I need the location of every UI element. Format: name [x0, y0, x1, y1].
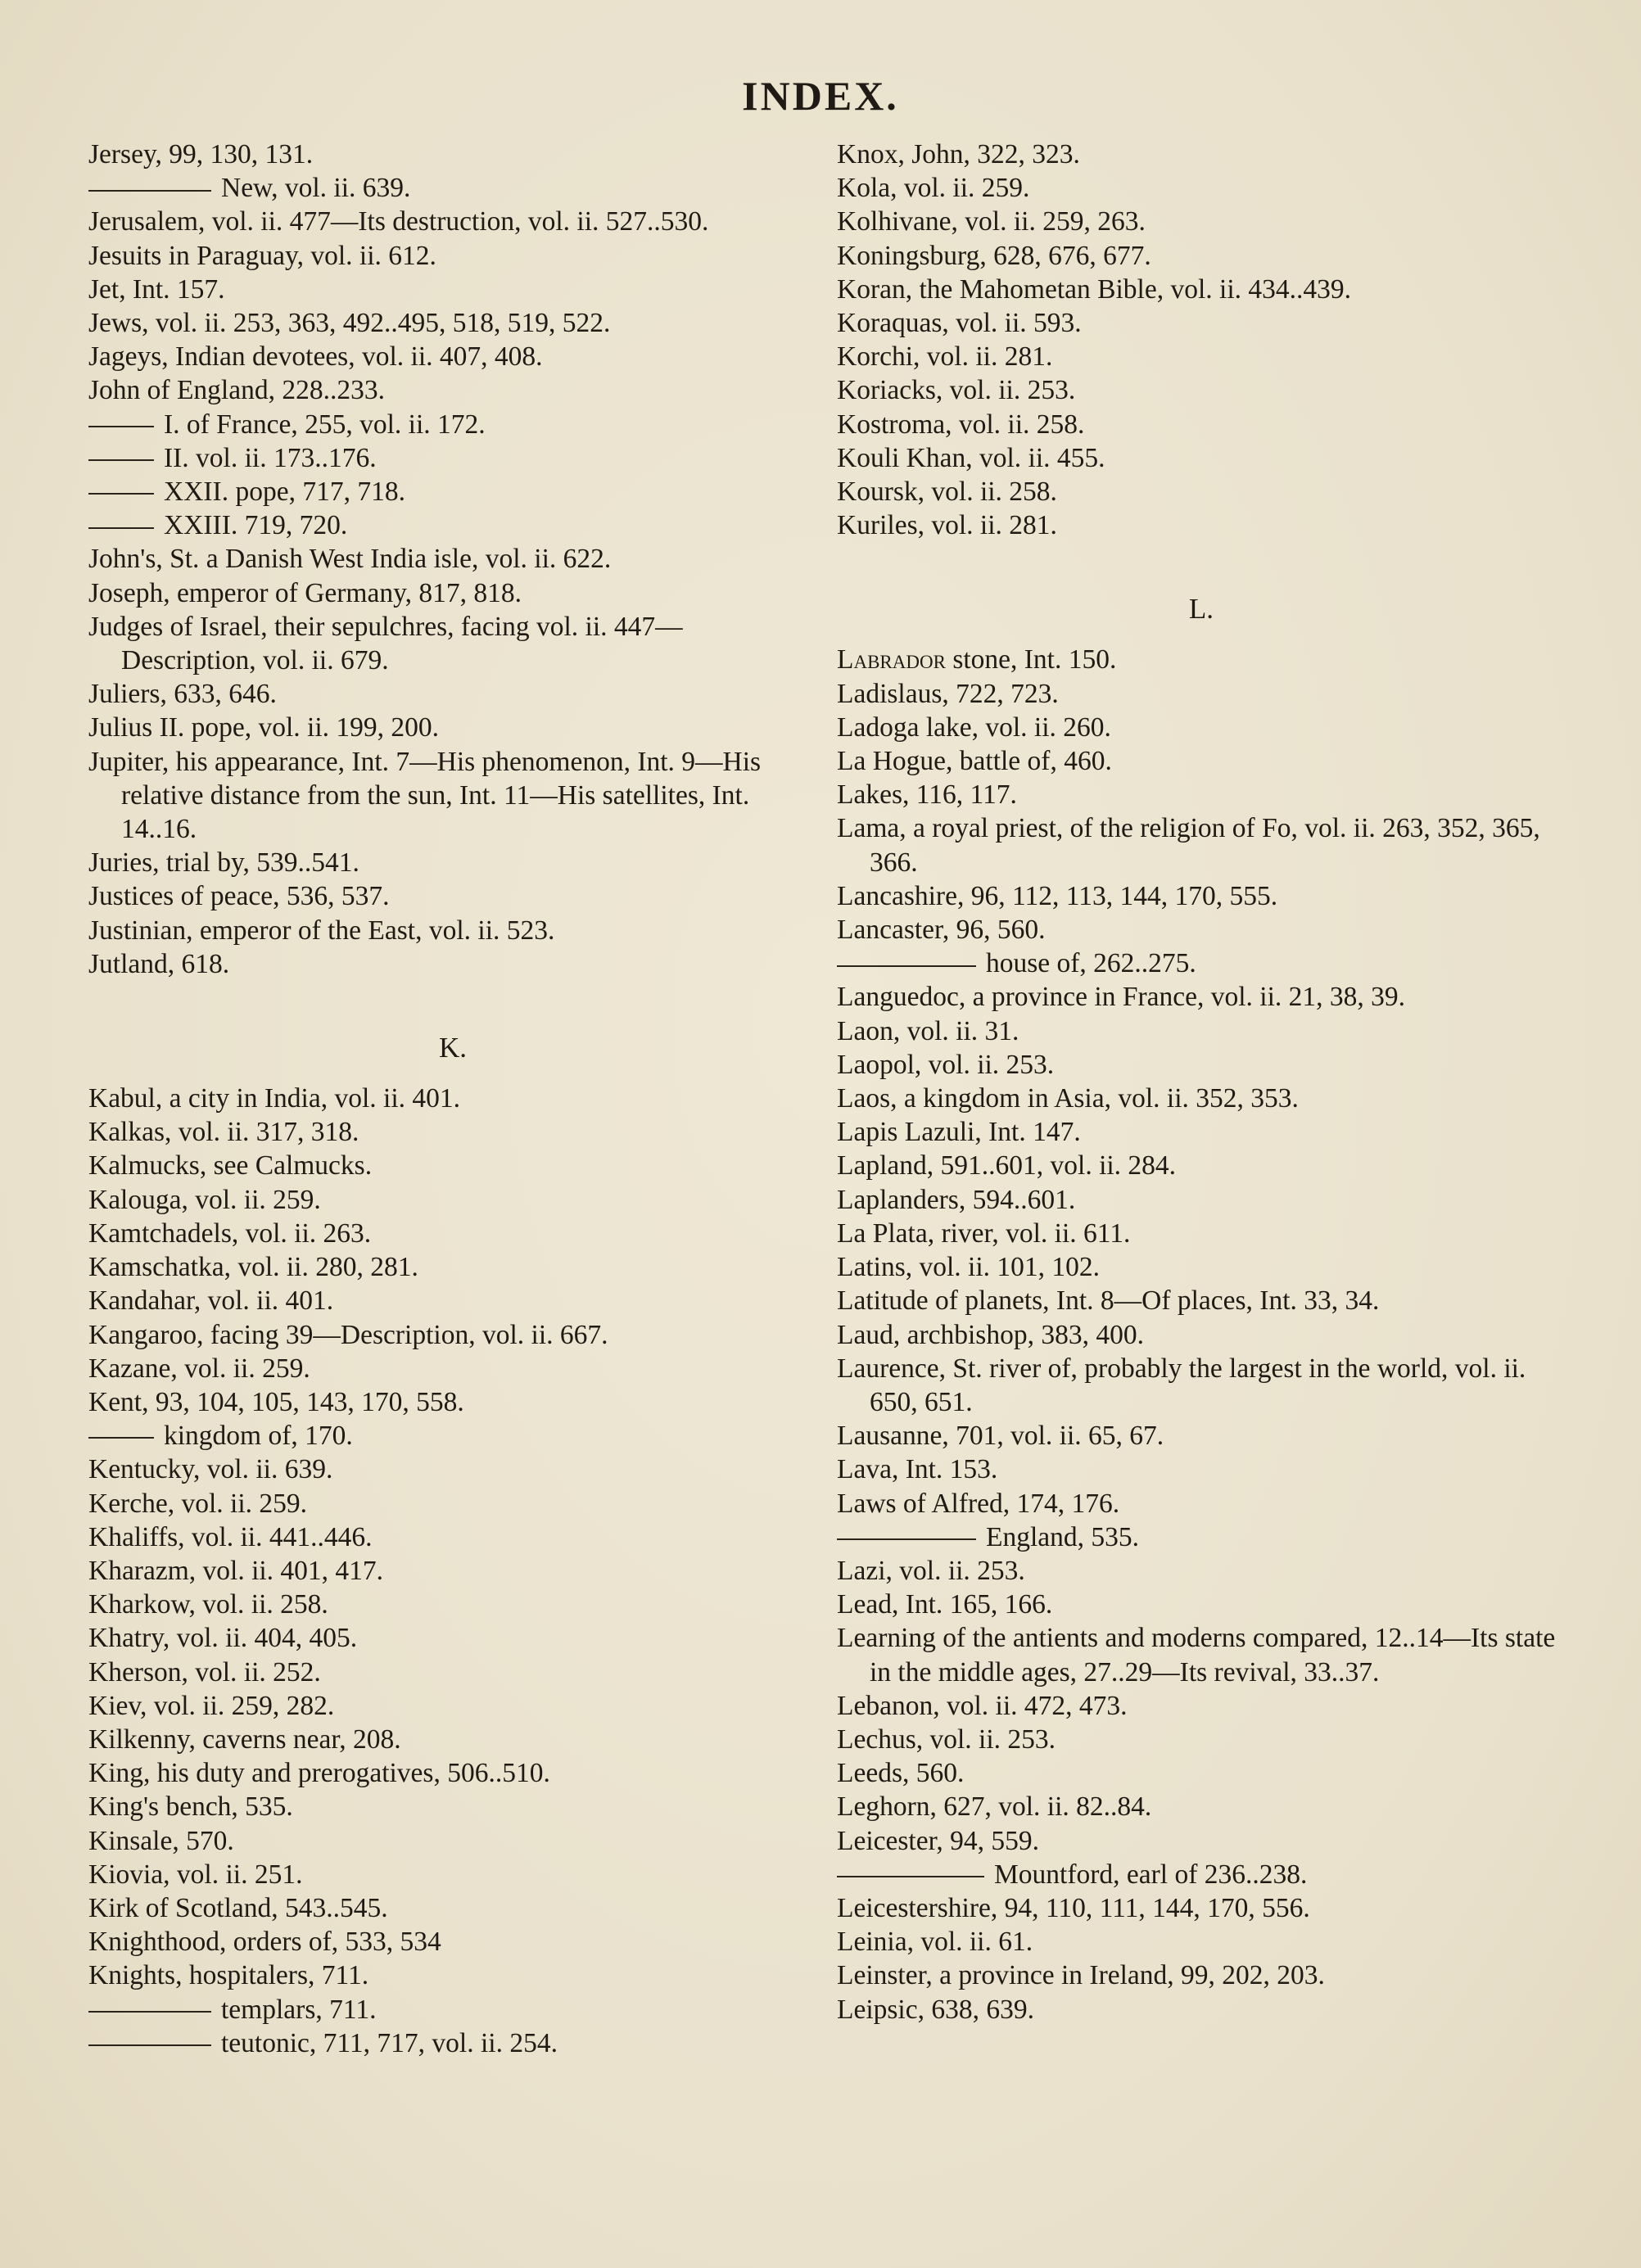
index-entry-text: Leinia, vol. ii. 61.: [837, 1927, 1033, 1958]
index-entry: [837, 1891, 1566, 1925]
index-entry: [88, 1790, 817, 1823]
index-entry-text: Knox, John, 322, 323.: [837, 139, 1080, 169]
index-entry: [837, 1453, 1566, 1486]
index-entry: [837, 1689, 1566, 1723]
index-entry-text: Kabul, a city in India, vol. ii. 401.: [88, 1083, 461, 1114]
index-entry: [837, 1925, 1566, 1959]
ditto-dash: [88, 2044, 211, 2046]
index-entry: [88, 576, 817, 610]
index-entry: [837, 340, 1566, 373]
index-entry-text: Kalmucks, see Calmucks.: [88, 1150, 373, 1181]
index-entry-text: Kostroma, vol. ii. 258.: [837, 409, 1085, 440]
index-entry-text: Kiev, vol. ii. 259, 282.: [88, 1690, 335, 1721]
index-entry: [837, 239, 1566, 273]
index-entry-text: Khatry, vol. ii. 404, 405.: [88, 1623, 358, 1654]
index-entry-text: La Plata, river, vol. ii. 611.: [837, 1218, 1131, 1249]
index-entry: [837, 1621, 1566, 1688]
index-entry: [837, 711, 1566, 744]
index-entry-text: Lapland, 591..601, vol. ii. 284.: [837, 1150, 1177, 1181]
index-entry: [88, 1082, 817, 1115]
index-entry-text: Judges of Israel, their sepulchres, facing vol. ii. 447—Description, vol. ii. 679.: [88, 611, 683, 676]
index-entry-text: Kandahar, vol. ii. 401.: [88, 1285, 334, 1317]
index-entry-text: Jutland, 618.: [88, 948, 230, 979]
index-entry-text: John of England, 228..233.: [88, 375, 385, 406]
index-entry-text: Kilkenny, caverns near, 208.: [88, 1724, 401, 1755]
index-entry: [837, 1082, 1566, 1115]
index-entry: [88, 1250, 817, 1284]
index-entry: [837, 1250, 1566, 1284]
index-entry: [837, 1487, 1566, 1520]
index-entry-text: Learning of the antients and moderns compared, 12..14—Its state in the middle ages, 27..29—Its revival, 33..37.: [837, 1623, 1556, 1687]
index-entry-text: Kiovia, vol. ii. 251.: [88, 1859, 303, 1890]
index-entry-text: Laopol, vol. ii. 253.: [837, 1049, 1055, 1080]
index-entry: [88, 373, 817, 407]
index-entry: [88, 879, 817, 913]
index-entry: [837, 1723, 1566, 1756]
index-entry: [837, 1183, 1566, 1217]
index-entry: [88, 205, 817, 238]
ditto-dash: [837, 965, 976, 967]
ditto-dash: [88, 459, 154, 461]
index-entry: [837, 879, 1566, 913]
index-entry: [88, 1824, 817, 1858]
index-subentry: [88, 1419, 817, 1453]
index-entry: [88, 1891, 817, 1925]
index-entry: [837, 1318, 1566, 1352]
index-entry: [88, 1756, 817, 1790]
ditto-dash: [837, 1538, 976, 1540]
index-entry: [88, 1723, 817, 1756]
index-entry: [837, 643, 1566, 676]
index-entry-text: Joseph, emperor of Germany, 817, 818.: [88, 577, 522, 608]
index-entry: [837, 1554, 1566, 1588]
index-entry-text: Kouli Khan, vol. ii. 455.: [837, 442, 1105, 473]
ditto-dash: [88, 527, 154, 529]
index-entry-text: Kangaroo, facing 39—Description, vol. ii. 667.: [88, 1319, 608, 1350]
index-entry: [837, 1824, 1566, 1858]
index-subentry: [837, 1858, 1566, 1891]
index-entry-text: Lava, Int. 153.: [837, 1454, 998, 1485]
index-subentry-text: I. of France, 255, vol. ii. 172.: [164, 409, 486, 440]
index-entry-text: Leipsic, 638, 639.: [837, 1994, 1034, 2025]
index-entry: [88, 1284, 817, 1317]
index-entry-text: Justinian, emperor of the East, vol. ii. 523.: [88, 915, 555, 946]
index-entry: [88, 1520, 817, 1554]
index-entry: [88, 947, 817, 981]
index-entry-text: Kinsale, 570.: [88, 1825, 234, 1856]
index-entry-text: Leeds, 560.: [837, 1758, 965, 1789]
index-entry: [837, 1014, 1566, 1048]
index-entry-text: Leicester, 94, 559.: [837, 1825, 1040, 1856]
index-entry-text: Lead, Int. 165, 166.: [837, 1589, 1053, 1620]
index-entry-smallcaps: Labrador: [837, 644, 946, 675]
index-entry-text: Justices of peace, 536, 537.: [88, 881, 390, 912]
index-entry-text: stone, Int. 150.: [945, 644, 1117, 675]
index-subentry: [88, 1993, 817, 2026]
index-entry: [837, 1993, 1566, 2026]
page-title: INDEX.: [742, 73, 899, 119]
index-subentry-text: II. vol. ii. 173..176.: [164, 442, 377, 473]
index-entry-text: Leinster, a province in Ireland, 99, 202, 203.: [837, 1960, 1325, 1991]
index-entry-text: Laud, archbishop, 383, 400.: [837, 1319, 1144, 1350]
index-subentry-text: teutonic, 711, 717, vol. ii. 254.: [221, 2027, 558, 2058]
section-spacer: [837, 542, 1566, 576]
index-entry: [837, 1419, 1566, 1453]
index-entry: [88, 1959, 817, 1992]
index-entry-text: Khaliffs, vol. ii. 441..446.: [88, 1521, 373, 1552]
index-entry-text: Lausanne, 701, vol. ii. 65, 67.: [837, 1421, 1164, 1452]
index-entry: [837, 980, 1566, 1014]
index-entry-text: Laon, vol. ii. 31.: [837, 1015, 1019, 1046]
index-entry: [88, 1385, 817, 1419]
index-subentry: [88, 408, 817, 441]
index-entry-text: Koursk, vol. ii. 258.: [837, 477, 1057, 508]
index-entry: [88, 1318, 817, 1352]
index-entry-text: Jageys, Indian devotees, vol. ii. 407, 408.: [88, 341, 543, 373]
index-entry: [837, 408, 1566, 441]
index-entry-text: Kirk of Scotland, 543..545.: [88, 1892, 388, 1923]
index-entry: [88, 1621, 817, 1655]
index-entry: [88, 677, 817, 711]
index-subentry-text: Mountford, earl of 236..238.: [994, 1859, 1308, 1890]
index-entry-text: Ladislaus, 722, 723.: [837, 678, 1059, 709]
index-subentry: [88, 508, 817, 542]
index-entry: [837, 1048, 1566, 1082]
index-entry-text: Kalkas, vol. ii. 317, 318.: [88, 1117, 359, 1148]
index-entry-text: Kamtchadels, vol. ii. 263.: [88, 1218, 372, 1249]
index-entry: [837, 306, 1566, 340]
index-entry: [837, 1149, 1566, 1182]
index-entry: [837, 441, 1566, 475]
index-entry-text: Kazane, vol. ii. 259.: [88, 1353, 310, 1384]
index-entry-text: Laos, a kingdom in Asia, vol. ii. 352, 353.: [837, 1083, 1299, 1114]
index-entry-text: Kamschatka, vol. ii. 280, 281.: [88, 1252, 418, 1283]
index-entry: [837, 1790, 1566, 1823]
index-entry: [88, 1656, 817, 1689]
index-entry-text: Jet, Int. 157.: [88, 273, 225, 305]
index-entry-text: Kerche, vol. ii. 259.: [88, 1488, 308, 1519]
index-entry-text: Laurence, St. river of, probably the largest in the world, vol. ii. 650, 651.: [837, 1353, 1526, 1417]
index-subentry-text: New, vol. ii. 639.: [221, 173, 411, 204]
index-subentry-text: house of, 262..275.: [986, 948, 1196, 979]
index-entry-text: Juliers, 633, 646.: [88, 679, 277, 710]
index-entry: [88, 1149, 817, 1182]
index-entry-text: Kentucky, vol. ii. 639.: [88, 1454, 333, 1485]
index-entry-text: King's bench, 535.: [88, 1791, 293, 1823]
index-entry: [88, 1352, 817, 1385]
index-entry-text: King, his duty and prerogatives, 506..510.: [88, 1758, 550, 1789]
index-entry: [88, 711, 817, 744]
index-entry-text: Jews, vol. ii. 253, 363, 492..495, 518, 519, 522.: [88, 308, 611, 339]
index-entry-text: Knights, hospitalers, 711.: [88, 1960, 369, 1991]
index-entry-text: Leicestershire, 94, 110, 111, 144, 170, 556.: [837, 1892, 1310, 1923]
ditto-dash: [88, 2011, 211, 2013]
index-entry-text: Lancaster, 96, 560.: [837, 915, 1046, 946]
index-entry: [837, 1959, 1566, 1992]
index-entry-text: Koran, the Mahometan Bible, vol. ii. 434..439.: [837, 273, 1352, 305]
index-entry-text: Juries, trial by, 539..541.: [88, 847, 359, 879]
index-entry-text: Kalouga, vol. ii. 259.: [88, 1184, 321, 1215]
index-entry-text: Lazi, vol. ii. 253.: [837, 1555, 1025, 1586]
index-column-left: [88, 138, 817, 2060]
index-entry-text: Laplanders, 594..601.: [837, 1184, 1076, 1215]
index-entry: [88, 1554, 817, 1588]
index-subentry: [88, 171, 817, 205]
index-entry: [837, 1217, 1566, 1250]
index-entry: [88, 1453, 817, 1486]
index-entry: [837, 1284, 1566, 1317]
index-entry-text: Lapis Lazuli, Int. 147.: [837, 1117, 1081, 1148]
index-entry-text: Kolhivane, vol. ii. 259, 263.: [837, 206, 1146, 237]
index-entry-text: Jesuits in Paraguay, vol. ii. 612.: [88, 240, 436, 271]
index-entry-text: La Hogue, battle of, 460.: [837, 746, 1112, 777]
index-entry-text: Korchi, vol. ii. 281.: [837, 341, 1053, 373]
section-heading-letter: L.: [1188, 593, 1214, 626]
index-entry-text: Kharkow, vol. ii. 258.: [88, 1589, 328, 1620]
ditto-dash: [88, 1437, 154, 1439]
section-heading: [837, 576, 1566, 643]
index-entry-text: Knighthood, orders of, 533, 534: [88, 1927, 441, 1958]
index-entry-text: Jerusalem, vol. ii. 477—Its destruction, vol. ii. 527..530.: [88, 206, 709, 237]
index-subentry: [88, 441, 817, 475]
index-entry: [88, 1217, 817, 1250]
index-entry: [837, 138, 1566, 171]
index-entry-text: Julius II. pope, vol. ii. 199, 200.: [88, 712, 440, 743]
index-entry: [88, 610, 817, 677]
index-entry: [837, 778, 1566, 811]
index-entry: [837, 508, 1566, 542]
index-entry: [837, 273, 1566, 306]
index-entry: [837, 1352, 1566, 1419]
index-subentry-text: templars, 711.: [221, 1994, 377, 2025]
section-spacer: [88, 981, 817, 1014]
section-heading: [88, 1014, 817, 1082]
index-subentry: [88, 2026, 817, 2060]
index-entry: [88, 1487, 817, 1520]
index-entry: [837, 811, 1566, 879]
index-entry-text: Kharazm, vol. ii. 401, 417.: [88, 1555, 384, 1586]
index-entry: [837, 913, 1566, 947]
index-entry: [88, 273, 817, 306]
index-subentry-text: XXII. pope, 717, 718.: [164, 477, 405, 508]
index-entry: [88, 1588, 817, 1621]
index-entry: [837, 1588, 1566, 1621]
index-entry: [837, 171, 1566, 205]
index-entry-text: Lancashire, 96, 112, 113, 144, 170, 555.: [837, 880, 1278, 911]
index-entry: [88, 542, 817, 576]
index-entry: [88, 1925, 817, 1959]
index-entry: [837, 744, 1566, 778]
index-subentry-text: XXIII. 719, 720.: [164, 510, 348, 541]
index-entry-text: Kherson, vol. ii. 252.: [88, 1656, 321, 1687]
index-entry: [88, 1183, 817, 1217]
index-entry-text: Kent, 93, 104, 105, 143, 170, 558.: [88, 1386, 464, 1417]
index-entry: [88, 1115, 817, 1149]
section-heading-letter: K.: [438, 1032, 468, 1064]
index-entry-text: Ladoga lake, vol. ii. 260.: [837, 712, 1111, 743]
index-entry: [837, 475, 1566, 508]
index-entry-text: Koraquas, vol. ii. 593.: [837, 308, 1082, 339]
index-entry-text: Kuriles, vol. ii. 281.: [837, 510, 1057, 541]
index-entry-text: Languedoc, a province in France, vol. ii. 21, 38, 39.: [837, 982, 1406, 1013]
index-entry: [88, 306, 817, 340]
index-entry-text: Lakes, 116, 117.: [837, 779, 1017, 811]
index-entry-text: Kola, vol. ii. 259.: [837, 173, 1030, 204]
index-entry: [88, 340, 817, 373]
index-entry: [837, 373, 1566, 407]
index-entry-text: Koriacks, vol. ii. 253.: [837, 375, 1076, 406]
index-entry: [837, 1756, 1566, 1790]
index-entry-text: Koningsburg, 628, 676, 677.: [837, 240, 1151, 271]
index-subentry: [837, 947, 1566, 980]
index-entry: [88, 138, 817, 171]
index-entry-text: Lechus, vol. ii. 253.: [837, 1724, 1056, 1755]
index-entry: [837, 205, 1566, 238]
index-subentry: [837, 1520, 1566, 1554]
ditto-dash: [88, 426, 154, 427]
index-entry: [88, 1858, 817, 1891]
index-entry-text: Latitude of planets, Int. 8—Of places, Int. 33, 34.: [837, 1285, 1380, 1317]
index-entry: [88, 745, 817, 847]
index-entry-text: John's, St. a Danish West India isle, vol. ii. 622.: [88, 544, 612, 575]
index-subentry-text: kingdom of, 170.: [164, 1421, 353, 1452]
index-column-right: [837, 138, 1566, 2026]
index-entry: [88, 1689, 817, 1723]
index-entry: [837, 677, 1566, 711]
index-entry-text: Jupiter, his appearance, Int. 7—His phenomenon, Int. 9—His relative distance from the sun, Int. 11—His satellites, Int. 14..16.: [88, 746, 762, 845]
index-entry: [837, 1115, 1566, 1149]
ditto-dash: [88, 190, 211, 192]
index-entry-text: Laws of Alfred, 174, 176.: [837, 1488, 1120, 1519]
index-subentry: [88, 475, 817, 508]
index-entry: [88, 914, 817, 947]
index-entry-text: Leghorn, 627, vol. ii. 82..84.: [837, 1791, 1152, 1823]
index-entry: [88, 846, 817, 879]
index-entry-text: Lebanon, vol. ii. 472, 473.: [837, 1690, 1128, 1721]
index-entry-text: Lama, a royal priest, of the religion of Fo, vol. ii. 263, 352, 365, 366.: [837, 813, 1540, 878]
ditto-dash: [837, 1876, 984, 1877]
index-entry: [88, 239, 817, 273]
index-subentry-text: England, 535.: [986, 1521, 1140, 1552]
index-entry-text: Jersey, 99, 130, 131.: [88, 139, 314, 169]
index-entry-text: Latins, vol. ii. 101, 102.: [837, 1252, 1101, 1283]
ditto-dash: [88, 493, 154, 495]
